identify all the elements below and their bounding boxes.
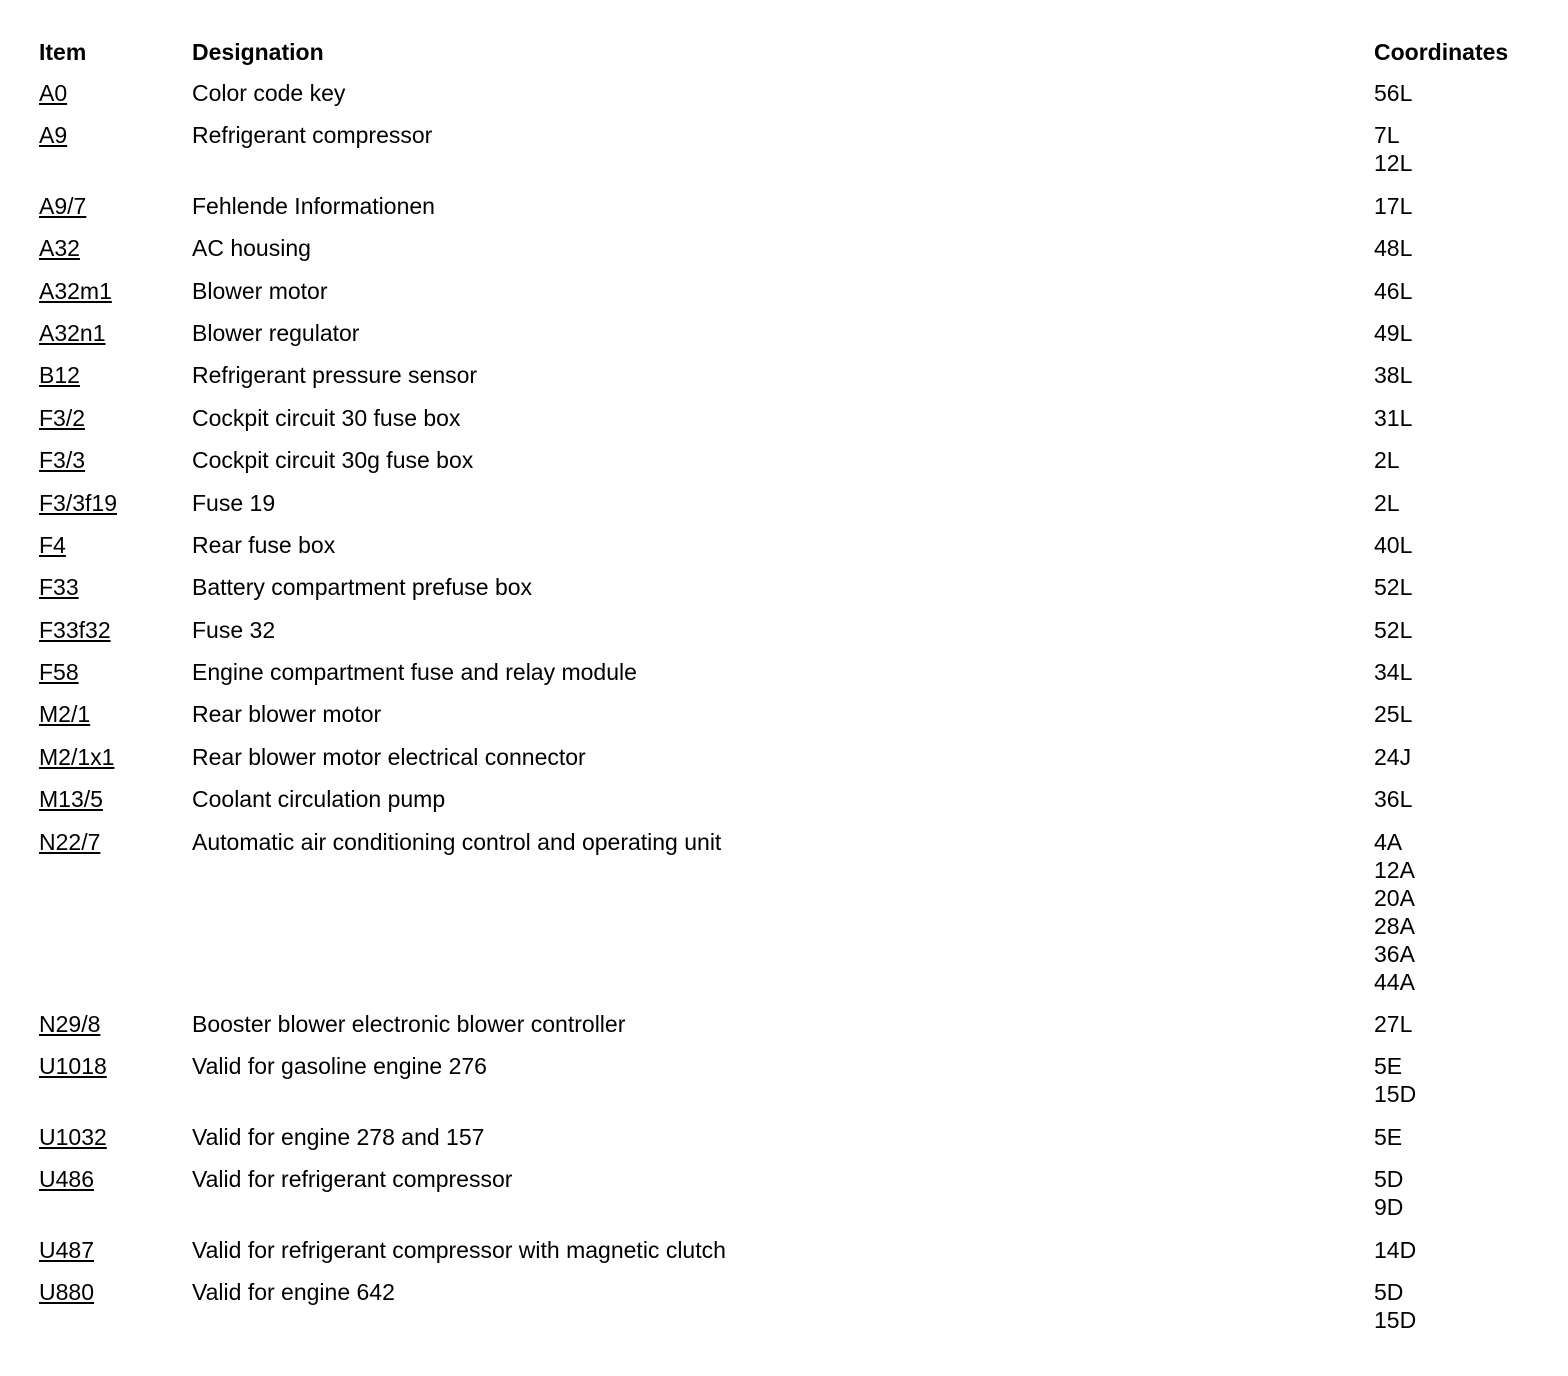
item-link[interactable]: F33f32 <box>39 616 111 643</box>
designation-cell: Fehlende Informationen <box>192 192 435 219</box>
designation-cell: Rear blower motor electrical connector <box>192 743 586 770</box>
designation-cell: Valid for refrigerant compressor with magnetic clutch <box>192 1236 726 1263</box>
designation-cell: Color code key <box>192 80 346 106</box>
coordinates-cell <box>1374 234 1539 262</box>
designation-cell: Cockpit circuit 30 fuse box <box>192 404 461 431</box>
item-link[interactable]: M2/1x1 <box>39 743 115 770</box>
table-row <box>39 192 1539 234</box>
item-cell <box>39 277 192 305</box>
coordinate-value: 5E <box>1374 1123 1403 1150</box>
item-cell <box>39 192 192 220</box>
coordinate-value: 31L <box>1374 404 1413 431</box>
item-link[interactable]: M13/5 <box>39 786 103 813</box>
coordinates-cell <box>1374 1236 1539 1264</box>
table-row <box>39 277 1539 319</box>
designation-cell: Automatic air conditioning control and operating unit <box>192 828 722 855</box>
coordinates-cell <box>1374 828 1539 996</box>
item-link[interactable]: F4 <box>39 531 66 558</box>
item-link[interactable]: A9/7 <box>39 192 87 219</box>
header-coordinates: Coordinates <box>1374 39 1509 65</box>
coordinates-cell <box>1374 277 1539 305</box>
coordinates-cell <box>1374 1052 1539 1108</box>
coordinate-value: 12L <box>1374 150 1413 177</box>
item-cell <box>39 1278 192 1306</box>
coordinates-cell <box>1374 319 1539 347</box>
coordinate-value: 34L <box>1374 659 1413 686</box>
table-row <box>39 404 1539 446</box>
coordinate-value: 4A <box>1374 828 1403 855</box>
coordinates-cell <box>1374 121 1539 177</box>
designation-cell: Fuse 19 <box>192 489 276 516</box>
designation-cell: Valid for refrigerant compressor <box>192 1166 513 1193</box>
coordinates-cell <box>1374 79 1539 107</box>
table-row <box>39 446 1539 488</box>
designation-cell: Engine compartment fuse and relay module <box>192 659 637 686</box>
coordinate-value: 17L <box>1374 192 1413 219</box>
coordinate-value: 56L <box>1374 80 1413 106</box>
designation-cell: Refrigerant pressure sensor <box>192 362 478 389</box>
coordinates-cell <box>1374 1010 1539 1038</box>
table-row <box>39 616 1539 658</box>
item-link[interactable]: B12 <box>39 362 80 389</box>
legend-table <box>39 37 1539 1348</box>
table-row <box>39 531 1539 573</box>
coordinate-value: 49L <box>1374 319 1413 346</box>
coordinate-value: 5E <box>1374 1053 1403 1080</box>
item-cell <box>39 319 192 347</box>
item-cell <box>39 446 192 474</box>
coordinates-cell <box>1374 1278 1539 1334</box>
designation-cell: Blower motor <box>192 277 328 304</box>
designation-cell: Fuse 32 <box>192 616 276 643</box>
coordinates-cell <box>1374 616 1539 644</box>
designation-cell: AC housing <box>192 235 311 262</box>
coordinate-value: 36A <box>1374 940 1415 967</box>
designation-cell: Valid for engine 278 and 157 <box>192 1123 485 1150</box>
table-row <box>39 121 1539 191</box>
header-designation: Designation <box>192 39 324 65</box>
coordinate-value: 5D <box>1374 1278 1404 1305</box>
item-link[interactable]: F58 <box>39 659 79 686</box>
table-row <box>39 785 1539 827</box>
item-link[interactable]: A32n1 <box>39 319 106 346</box>
coordinate-value: 40L <box>1374 531 1413 558</box>
table-row <box>39 828 1539 1010</box>
coordinate-value: 46L <box>1374 277 1413 304</box>
table-row <box>39 1278 1539 1348</box>
coordinate-value: 9D <box>1374 1194 1404 1221</box>
item-link[interactable]: U486 <box>39 1166 94 1193</box>
item-link[interactable]: F3/3f19 <box>39 489 117 516</box>
item-link[interactable]: U1018 <box>39 1053 107 1080</box>
coordinate-value: 14D <box>1374 1236 1417 1263</box>
table-row <box>39 361 1539 403</box>
table-row <box>39 79 1539 121</box>
item-link[interactable]: M2/1 <box>39 701 91 728</box>
coordinates-cell <box>1374 446 1539 474</box>
coordinates-cell <box>1374 192 1539 220</box>
table-header <box>39 37 1539 79</box>
item-link[interactable]: A9 <box>39 122 68 149</box>
item-cell <box>39 573 192 601</box>
coordinate-value: 12A <box>1374 856 1415 883</box>
item-link[interactable]: U880 <box>39 1278 94 1305</box>
coordinate-value: 24J <box>1374 743 1412 770</box>
table-row <box>39 743 1539 785</box>
designation-cell: Refrigerant compressor <box>192 122 433 149</box>
coordinates-cell <box>1374 531 1539 559</box>
item-cell <box>39 361 192 389</box>
item-cell <box>39 1052 192 1080</box>
coordinate-value: 25L <box>1374 701 1413 728</box>
table-row <box>39 1123 1539 1165</box>
table-body <box>39 79 1539 1348</box>
item-cell <box>39 79 192 107</box>
coordinate-value: 7L <box>1374 122 1400 149</box>
item-link[interactable]: U487 <box>39 1236 94 1263</box>
coordinate-value: 27L <box>1374 1011 1413 1038</box>
coordinate-value: 38L <box>1374 362 1413 389</box>
item-link[interactable]: F3/2 <box>39 404 86 431</box>
designation-cell: Cockpit circuit 30g fuse box <box>192 447 474 474</box>
table-row <box>39 1052 1539 1122</box>
designation-cell: Rear fuse box <box>192 531 336 558</box>
table-row <box>39 319 1539 361</box>
coordinates-cell <box>1374 404 1539 432</box>
item-link[interactable]: F33 <box>39 574 79 601</box>
coordinate-value: 52L <box>1374 574 1413 601</box>
coordinates-cell <box>1374 361 1539 389</box>
item-cell <box>39 616 192 644</box>
coordinates-cell <box>1374 743 1539 771</box>
item-cell <box>39 1010 192 1038</box>
table-row <box>39 489 1539 531</box>
coordinates-cell <box>1374 700 1539 728</box>
item-cell <box>39 743 192 771</box>
coordinates-cell <box>1374 1165 1539 1221</box>
item-cell <box>39 404 192 432</box>
coordinates-cell <box>1374 573 1539 601</box>
item-cell <box>39 785 192 813</box>
coordinate-value: 2L <box>1374 489 1400 516</box>
table-row <box>39 234 1539 276</box>
item-cell <box>39 700 192 728</box>
coordinate-value: 48L <box>1374 235 1413 262</box>
table-row <box>39 658 1539 700</box>
table-row <box>39 1010 1539 1052</box>
designation-cell: Valid for engine 642 <box>192 1278 395 1305</box>
designation-cell: Coolant circulation pump <box>192 786 446 813</box>
item-cell <box>39 1236 192 1264</box>
designation-cell: Booster blower electronic blower controller <box>192 1011 626 1038</box>
coordinates-cell <box>1374 658 1539 686</box>
table-row <box>39 1236 1539 1278</box>
item-link[interactable]: A32m1 <box>39 277 112 304</box>
item-link[interactable]: U1032 <box>39 1123 107 1150</box>
item-cell <box>39 1123 192 1151</box>
item-cell <box>39 828 192 856</box>
coordinates-cell <box>1374 489 1539 517</box>
coordinate-value: 5D <box>1374 1166 1404 1193</box>
item-cell <box>39 531 192 559</box>
designation-cell: Valid for gasoline engine 276 <box>192 1053 487 1080</box>
item-link[interactable]: F3/3 <box>39 447 86 474</box>
coordinates-cell <box>1374 1123 1539 1151</box>
coordinate-value: 15D <box>1374 1306 1417 1333</box>
item-cell <box>39 234 192 262</box>
coordinate-value: 28A <box>1374 912 1415 939</box>
item-link[interactable]: A0 <box>39 80 68 106</box>
item-link[interactable]: N22/7 <box>39 828 101 855</box>
table-row <box>39 1165 1539 1235</box>
designation-cell: Rear blower motor <box>192 701 382 728</box>
item-cell <box>39 121 192 149</box>
designation-cell: Battery compartment prefuse box <box>192 574 533 601</box>
coordinate-value: 36L <box>1374 786 1413 813</box>
table-row <box>39 700 1539 742</box>
item-cell <box>39 489 192 517</box>
table-row <box>39 573 1539 615</box>
coordinates-cell <box>1374 785 1539 813</box>
item-cell <box>39 658 192 686</box>
designation-cell: Blower regulator <box>192 319 360 346</box>
coordinate-value: 2L <box>1374 447 1400 474</box>
coordinate-value: 52L <box>1374 616 1413 643</box>
coordinate-value: 20A <box>1374 884 1415 911</box>
coordinate-value: 44A <box>1374 968 1415 995</box>
coordinate-value: 15D <box>1374 1081 1417 1108</box>
item-link[interactable]: N29/8 <box>39 1011 101 1038</box>
item-cell <box>39 1165 192 1193</box>
header-item: Item <box>39 39 87 65</box>
item-link[interactable]: A32 <box>39 235 80 262</box>
